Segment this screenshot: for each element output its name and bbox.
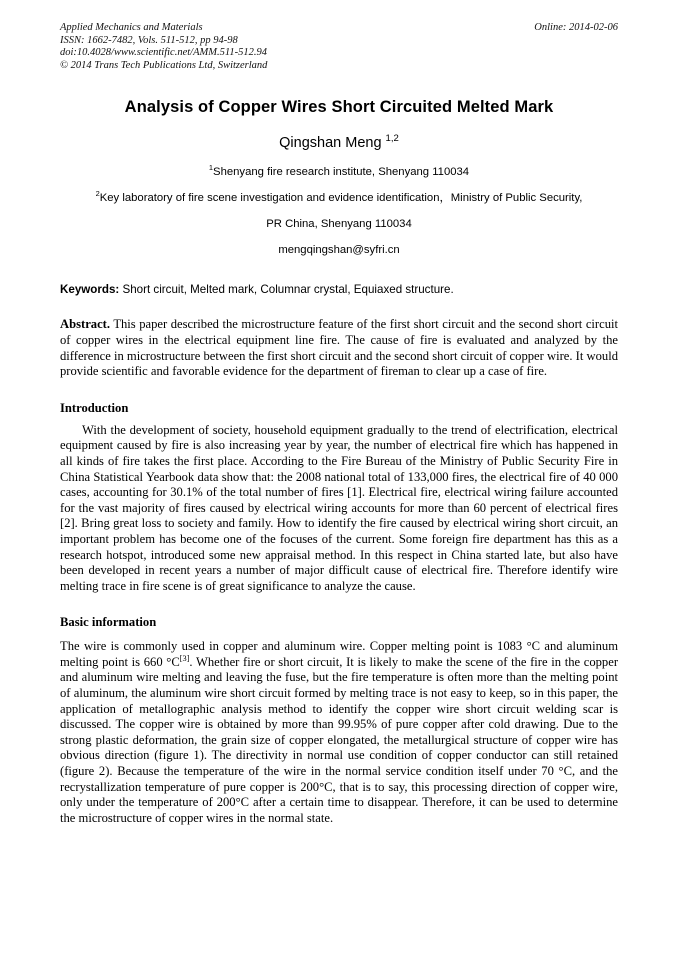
section-heading-basic-information: Basic information [60,615,157,630]
section-paragraph-introduction: With the development of society, household equipment gradually to the trend of electrification, electrical equipment caused by fire is also increasing year by year, the number of electrical fire which has happened in all kinds of fire takes the first place. According to the Fire Bureau of the Ministry of Public Security Fire in China Statistical Yearbook data show that: the 2008 national total of 133,000 fires, the electrical fire of 40 000 cases, accounting for 30.1% of the total number of fires [1]. Electrical fire, electrical wiring failure accounted for the vast majority of fires caused by electrical wiring accounts for more than 60 percent of electrical fires [2]. Bring great loss to society and family. How to identify the fire caused by electrical wiring short circuit, an important problem has become one of the focuses of the current. Some foreign fire department has this as a research hotspot, introduced some new appraisal method. In this respect in China started late, but also have been developed in recent years a number of major difficult cause of electrical fire. Therefore identify wire melting trace in fire scene is of great significance to analyze the cause. [60,422,618,593]
basic-info-part1: The wire is commonly used in copper and aluminum wire. Copper melting point is 1083 °C and aluminum melting point is 660 °C [60,639,618,669]
affiliation-2 [60,191,618,205]
author-affiliation-marks: 1,2 [385,133,399,145]
abstract-paragraph [60,317,618,379]
journal-header [60,22,618,72]
journal-name: Applied Mechanics and Materials [60,22,203,33]
affiliation-3 [60,217,618,231]
section-paragraph-basic-information [60,639,618,826]
keywords-label: Keywords: [60,283,120,297]
basic-info-part2: . Whether fire or short circuit, It is likely to make the scene of the fire in the copper and aluminum wire melting and leaving the fuse, but the fire temperature is often more than the melting point of aluminum, the aluminum wire short circuit formed by melting trace is not easy to keep, so in this paper, the application of metallographic analysis method to identify the copper wire short circuit welding scar is discussed. The copper wire is obtained by more than 99.95% of pure copper after cold drawing. Due to the strong plastic deformation, the grain size of copper elongated, the metallurgical structure of copper wire has obvious direction (figure 1). The directivity in normal use condition of copper conductor can still retained (figure 2). Because the temperature of the wire in the normal service condition itself under 70 °C, and the recrystallization temperature of pure copper is 200°C, that is to say, this processing direction of copper wire, only under the temperature of 200°C after a certain time to disappear. Therefore, it can be used to determine the microstructure of copper wires in the normal state. [60,654,619,825]
author-email: mengqingshan@syfri.cn [278,244,400,257]
online-date: Online: 2014-02-06 [534,22,618,33]
basic-info-reference-marker: [3] [179,653,190,663]
journal-copyright: © 2014 Trans Tech Publications Ltd, Switzerland [60,59,268,71]
affiliation-3-text: PR China, Shenyang 110034 [266,218,412,231]
section-heading-introduction: Introduction [60,400,129,415]
abstract-label: Abstract. [60,317,111,332]
author-name: Qingshan Meng [279,135,382,152]
affiliation-1-mark: 1 [208,163,214,173]
affiliation-2-mark: 2 [95,189,100,199]
affiliation-1-text: Shenyang fire research institute, Shenyang 110034 [213,166,470,179]
affiliation-2-text: Key laboratory of fire scene investigation and evidence identification，Ministry of Public Security, [99,192,583,205]
keywords-line [60,283,618,296]
author-line [60,135,618,151]
keywords-text: Short circuit, Melted mark, Columnar crystal, Equiaxed structure. [119,283,454,297]
journal-header-left [60,22,267,72]
journal-doi: doi:10.4028/www.scientific.net/AMM.511-512.94 [60,47,267,59]
page-title: Analysis of Copper Wires Short Circuited Melted Mark [124,98,554,117]
journal-issn: ISSN: 1662-7482, Vols. 511-512, pp 94-98 [60,34,238,46]
abstract-text: This paper described the microstructure feature of the first short circuit and the second short circuit of copper wires in the electrical equipment line fire. The cause of fire is evaluated and analyzed by the difference in microstructure between the first short circuit and the second short circuit of copper wire. It would provide scientific and favorable evidence for the department of fireman to clear up a case of fire. [60,317,618,379]
affiliation-1 [60,165,618,179]
